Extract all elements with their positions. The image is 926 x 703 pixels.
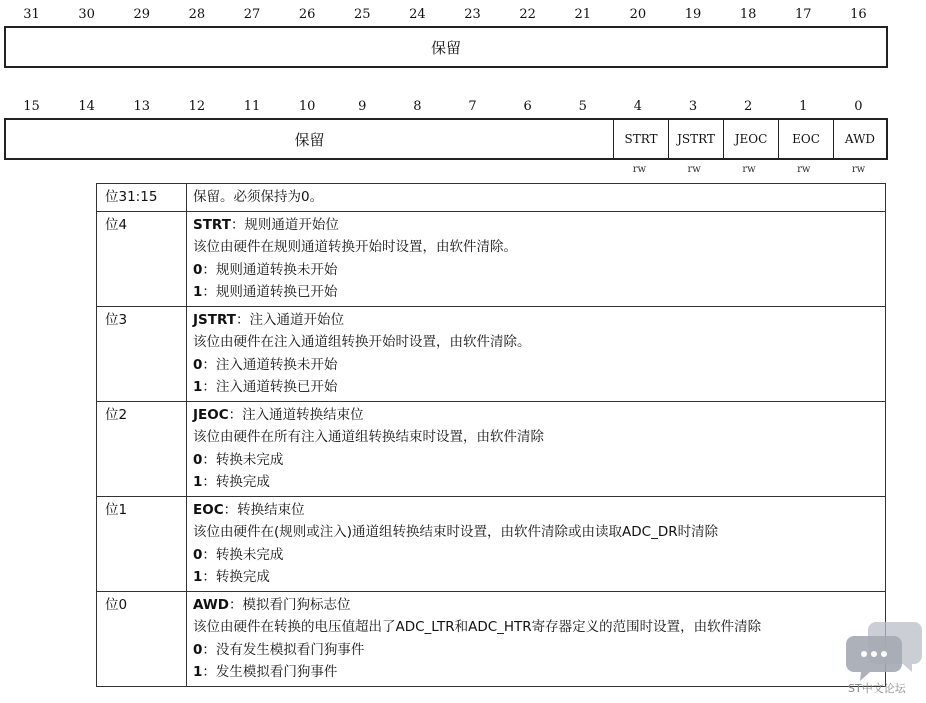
desc-line: 0：规则通道转换未开始 (193, 261, 338, 278)
desc-cell (187, 211, 886, 306)
access-label: rw (797, 164, 811, 175)
table-row (97, 591, 886, 686)
upper-bit-numbers (4, 7, 886, 25)
access-label: rw (632, 164, 647, 175)
bit-number: 0 (854, 99, 863, 114)
desc-line: 该位由硬件在转换的电压值超出了ADC_LTR和ADC_HTR寄存器定义的范围时设置，由软件清除 (193, 619, 762, 635)
desc-line: 1：转换完成 (193, 474, 270, 490)
bit-number: 10 (298, 99, 316, 114)
desc-line: 1：注入通道转换已开始 (193, 379, 338, 395)
upper-register (4, 26, 888, 68)
bit-number: 16 (850, 7, 867, 22)
desc-cell (187, 496, 886, 591)
desc-cell (187, 591, 886, 686)
reserved-field: 保留 (6, 120, 614, 158)
lower-register (4, 118, 888, 160)
bit-cell: 位4 (97, 211, 187, 306)
access-label: rw (851, 164, 866, 175)
bit-cell: 位0 (97, 591, 187, 686)
table-row (97, 401, 886, 496)
bit-number: 13 (133, 99, 151, 114)
desc-line: 1：规则通道转换已开始 (193, 284, 338, 300)
bit-number: 19 (684, 7, 702, 22)
bit-cell: 位2 (97, 401, 187, 496)
bit-number: 18 (739, 7, 757, 22)
field-jstrt: JSTRT (669, 120, 724, 158)
bit-number: 5 (578, 99, 587, 114)
table-row (97, 306, 886, 401)
desc-cell (187, 306, 886, 401)
desc-line: 该位由硬件在规则通道转换开始时设置，由软件清除。 (193, 239, 517, 255)
desc-line: 0：转换未完成 (193, 546, 284, 563)
desc-line: EOC：转换结束位 (193, 501, 305, 518)
field-strt: STRT (614, 120, 669, 158)
bit-number: 28 (188, 7, 206, 22)
bit-cell: 位31:15 (97, 184, 187, 212)
bit-cell: 位3 (97, 306, 187, 401)
bit-number: 25 (354, 7, 371, 22)
bit-number: 3 (688, 99, 698, 114)
field-awd: AWD (844, 132, 876, 146)
bit-description-table (96, 183, 886, 687)
bit-number: 29 (133, 7, 151, 22)
bit-number: 24 (409, 7, 426, 22)
desc-line: JEOC：注入通道转换结束位 (193, 406, 364, 423)
field-jeoc: JEOC (724, 120, 779, 158)
desc-line: 该位由硬件在注入通道组转换开始时设置，由软件清除。 (193, 334, 531, 350)
bit-number: 26 (298, 7, 316, 22)
access-label: rw (742, 164, 756, 175)
access-row (612, 164, 886, 178)
bit-number: 7 (468, 99, 477, 114)
bit-number: 2 (744, 99, 753, 114)
reserved-field: 保留 (430, 38, 461, 57)
desc-line: STRT：规则通道开始位 (193, 216, 339, 233)
bit-number: 30 (78, 7, 95, 22)
desc-cell (187, 401, 886, 496)
bit-number: 22 (519, 7, 536, 22)
bit-number: 12 (188, 99, 206, 114)
table-row (97, 184, 886, 212)
desc-line: AWD：模拟看门狗标志位 (193, 596, 351, 613)
desc-cell (187, 184, 886, 212)
bit-number: 1 (799, 99, 808, 114)
bit-number: 8 (413, 99, 422, 114)
bit-number: 31 (23, 7, 40, 22)
bit-number: 17 (795, 7, 812, 22)
access-label: rw (687, 164, 701, 175)
bit-number: 9 (358, 99, 367, 114)
desc-line: 0：注入通道转换未开始 (193, 356, 338, 373)
desc-line: 1：转换完成 (193, 569, 270, 585)
desc-line: 1：发生模拟看门狗事件 (193, 664, 338, 680)
table-row (97, 211, 886, 306)
field-eoc: EOC (779, 120, 834, 158)
bit-number: 14 (78, 99, 95, 114)
lower-bit-numbers (4, 99, 886, 117)
bit-number: 4 (633, 99, 643, 114)
desc-line: 该位由硬件在所有注入通道组转换结束时设置，由软件清除 (193, 429, 544, 445)
bit-number: 20 (629, 7, 647, 22)
bit-number: 23 (464, 7, 481, 22)
bit-number: 6 (523, 99, 532, 114)
desc-line: 保留。必须保持为0。 (193, 189, 324, 205)
bit-number: 21 (574, 7, 592, 22)
table-row (97, 496, 886, 591)
desc-line: 该位由硬件在(规则或注入)通道组转换结束时设置，由软件清除或由读取ADC_DR时清除 (193, 524, 719, 540)
desc-line: 0：转换未完成 (193, 451, 284, 468)
watermark-text: ST中文论坛 (848, 682, 906, 695)
bit-cell: 位1 (97, 496, 187, 591)
bit-number: 15 (23, 99, 40, 114)
desc-line: 0：没有发生模拟看门狗事件 (193, 641, 365, 658)
bit-number: 11 (243, 99, 261, 114)
bit-number: 27 (243, 7, 261, 22)
desc-line: JSTRT：注入通道开始位 (193, 311, 344, 328)
